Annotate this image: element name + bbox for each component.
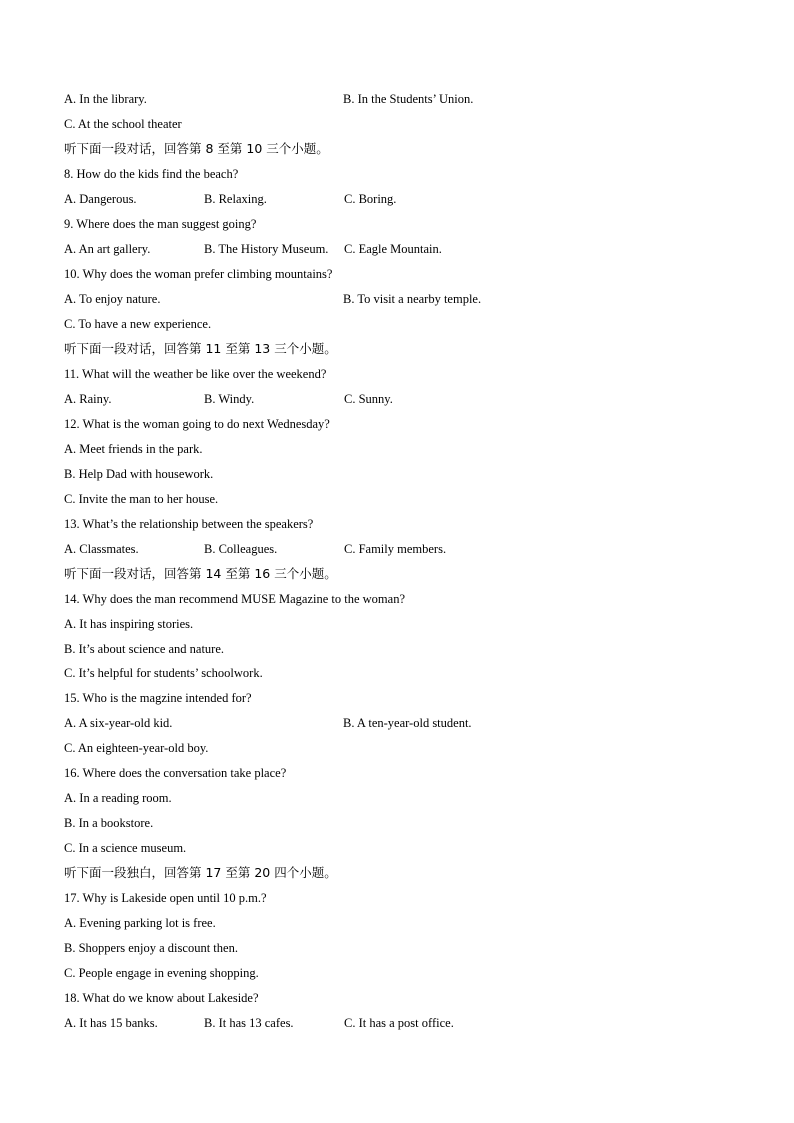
q15-option-b: B. A ten-year-old student.: [343, 716, 472, 730]
q14-option-b: B. It’s about science and nature.: [64, 642, 225, 656]
q7-option-c: C. At the school theater: [64, 117, 182, 131]
q10-option-b: B. To visit a nearby temple.: [343, 292, 482, 306]
q16-option-a: A. In a reading room.: [64, 791, 172, 805]
q12-question: 12. What is the woman going to do next Wednesday?: [64, 417, 330, 431]
q16-option-b: B. In a bookstore.: [64, 816, 154, 830]
q14-option-a: A. It has inspiring stories.: [64, 617, 194, 631]
q17-option-a: A. Evening parking lot is free.: [64, 916, 216, 930]
q15-option-c: C. An eighteen-year-old boy.: [64, 741, 209, 755]
q12-option-c: C. Invite the man to her house.: [64, 492, 219, 506]
q14-option-c: C. It’s helpful for students’ schoolwork.: [64, 666, 263, 680]
q9-question: 9. Where does the man suggest going?: [64, 217, 257, 231]
q11-option-a: A. Rainy.: [64, 392, 112, 406]
q12-option-a: A. Meet friends in the park.: [64, 442, 203, 456]
q7-option-a: A. In the library.: [64, 92, 147, 106]
q18-option-c: C. It has a post office.: [344, 1016, 454, 1030]
q10-question: 10. Why does the woman prefer climbing mountains?: [64, 267, 333, 281]
q13-option-c: C. Family members.: [344, 542, 447, 556]
q8-question: 8. How do the kids find the beach?: [64, 167, 239, 181]
q8-option-b: B. Relaxing.: [204, 192, 267, 206]
q17-option-c: C. People engage in evening shopping.: [64, 966, 259, 980]
q10-option-a: A. To enjoy nature.: [64, 292, 161, 306]
q13-option-b: B. Colleagues.: [204, 542, 278, 556]
q11-option-c: C. Sunny.: [344, 392, 393, 406]
q12-option-b: B. Help Dad with housework.: [64, 467, 214, 481]
q9-option-c: C. Eagle Mountain.: [344, 242, 442, 256]
q17-option-b: B. Shoppers enjoy a discount then.: [64, 941, 238, 955]
section-heading-11-13: 听下面一段对话，回答第 11 至第 13 三个小题。: [64, 341, 337, 356]
q15-question: 15. Who is the magzine intended for?: [64, 691, 252, 705]
q16-question: 16. Where does the conversation take place?: [64, 766, 287, 780]
q8-option-c: C. Boring.: [344, 192, 397, 206]
q7-option-b: B. In the Students’ Union.: [343, 92, 474, 106]
q11-option-b: B. Windy.: [204, 392, 255, 406]
q18-question: 18. What do we know about Lakeside?: [64, 991, 259, 1005]
q8-option-a: A. Dangerous.: [64, 192, 137, 206]
section-heading-8-10: 听下面一段对话，回答第 8 至第 10 三个小题。: [64, 141, 329, 156]
q15-option-a: A. A six-year-old kid.: [64, 716, 173, 730]
q9-option-b: B. The History Museum.: [204, 242, 329, 256]
q10-option-c: C. To have a new experience.: [64, 317, 212, 331]
section-heading-14-16: 听下面一段对话，回答第 14 至第 16 三个小题。: [64, 566, 337, 581]
section-heading-17-20: 听下面一段独白，回答第 17 至第 20 四个小题。: [64, 865, 337, 880]
q14-question: 14. Why does the man recommend MUSE Magazine to the woman?: [64, 592, 406, 606]
q18-option-b: B. It has 13 cafes.: [204, 1016, 294, 1030]
q18-option-a: A. It has 15 banks.: [64, 1016, 158, 1030]
q13-question: 13. What’s the relationship between the speakers?: [64, 517, 314, 531]
q13-option-a: A. Classmates.: [64, 542, 139, 556]
q17-question: 17. Why is Lakeside open until 10 p.m.?: [64, 891, 267, 905]
q11-question: 11. What will the weather be like over the weekend?: [64, 367, 327, 381]
q16-option-c: C. In a science museum.: [64, 841, 187, 855]
q9-option-a: A. An art gallery.: [64, 242, 151, 256]
